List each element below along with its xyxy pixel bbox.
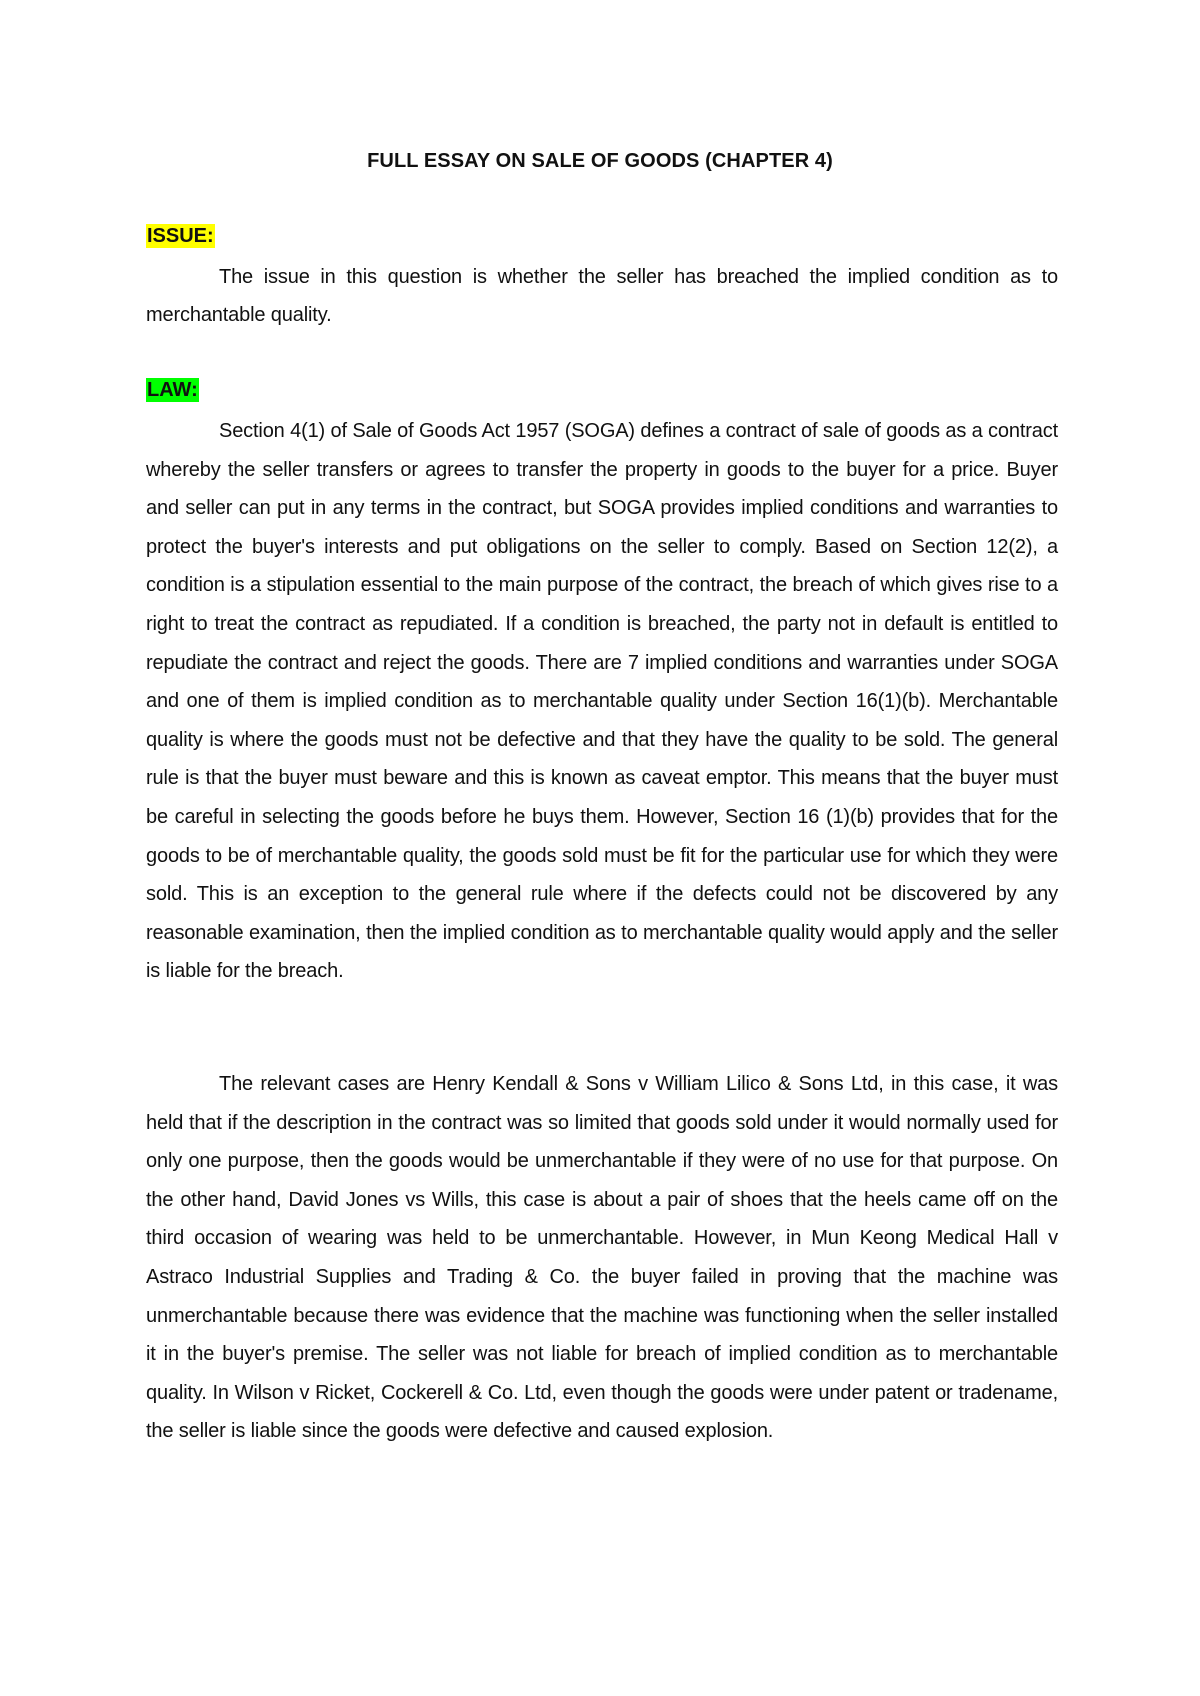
document-title: FULL ESSAY ON SALE OF GOODS (CHAPTER 4) — [367, 150, 833, 172]
section-heading-issue: ISSUE: — [147, 225, 214, 247]
section-heading-law: LAW: — [147, 379, 198, 401]
cases-paragraph: The relevant cases are Henry Kendall & Sons v William Lilico & Sons Ltd, in this case, it was held that if the description in the contract was so limited that goods sold under it would normally used for only one purpose, then the goods would be unmerchantable if they were of no use for that purpose. On the other hand, David Jones vs Wills, this case is about a pair of shoes that the heels came off on the third occasion of wearing was held to be unmerchantable. However, in Mun Keong Medical Hall v Astraco Industrial Supplies and Trading & Co. the buyer failed in proving that the machine was unmerchantable because there was evidence that the machine was functioning when the seller installed it in the buyer's premise. The seller was not liable for breach of implied condition as to merchantable quality. In Wilson v Ricket, Cockerell & Co. Ltd, even though the goods were under patent or tradename, the seller is liable since the goods were defective and caused explosion. — [146, 1073, 1058, 1443]
issue-paragraph: The issue in this question is whether the seller has breached the implied condition as to merchantable quality. — [146, 266, 1058, 326]
law-paragraph: Section 4(1) of Sale of Goods Act 1957 (SOGA) defines a contract of sale of goods as a contract whereby the seller transfers or agrees to transfer the property in goods to the buyer for a price. Buyer and seller can put in any terms in the contract, but SOGA provides implied conditions and warranties to protect the buyer's interests and put obligations on the seller to comply. Based on Section 12(2), a condition is a stipulation essential to the main purpose of the contract, the breach of which gives rise to a right to treat the contract as repudiated. If a condition is breached, the party not in default is entitled to repudiate the contract and reject the goods. There are 7 implied conditions and warranties under SOGA and one of them is implied condition as to merchantable quality under Section 16(1)(b). Merchantable quality is where the goods must not be defective and that they have the quality to be sold. The general rule is that the buyer must beware and this is known as caveat emptor. This means that the buyer must be careful in selecting the goods before he buys them. However, Section 16 (1)(b) provides that for the goods to be of merchantable quality, the goods sold must be fit for the particular use for which they were sold. This is an exception to the general rule where if the defects could not be discovered by any reasonable examination, then the implied condition as to merchantable quality would apply and the seller is liable for the breach. — [146, 420, 1058, 983]
